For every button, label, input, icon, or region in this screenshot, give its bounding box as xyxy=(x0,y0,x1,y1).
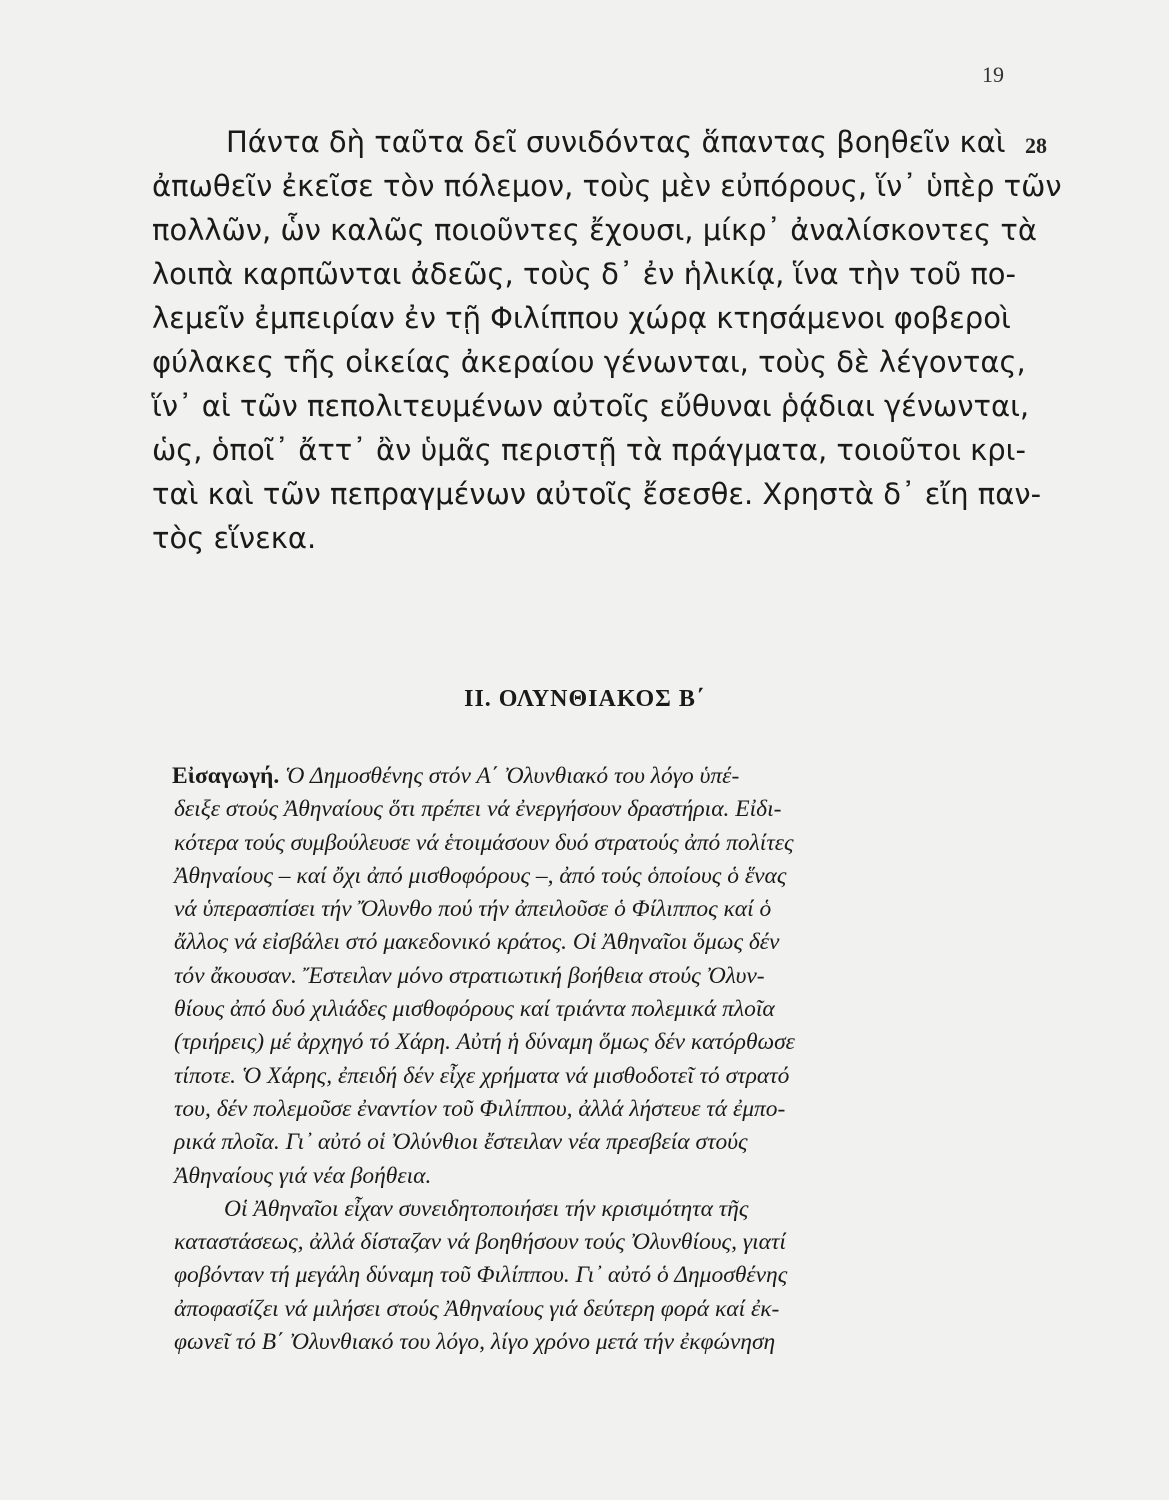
ancient-line: πολλῶν, ὧν καλῶς ποιοῦντες ἔχουσι, μίκρ᾽ ἀναλίσκοντες τὰ xyxy=(152,213,1037,247)
intro-line: ἄλλος νά εἰσβάλει στό μακεδονικό κράτος. Οἱ Ἀθηναῖοι ὅμως δέν xyxy=(174,929,780,956)
intro-line: νά ὑπερασπίσει τήν Ὄλυνθο πού τήν ἀπειλοῦσε ὁ Φίλιππος καί ὁ xyxy=(174,896,772,923)
intro-line: ρικά πλοῖα. Γι᾽ αὐτό οἱ Ὀλύνθιοι ἔστειλαν νέα πρεσβεία στούς xyxy=(174,1129,748,1156)
ancient-line: ὡς, ὁποῖ᾽ ἄττ᾽ ἂν ὑμᾶς περιστῇ τὰ πράγματα, τοιοῦτοι κρι- xyxy=(152,433,1026,467)
ancient-line: ἀπωθεῖν ἐκεῖσε τὸν πόλεμον, τοὺς μὲν εὐπόρους, ἵν᾽ ὑπὲρ τῶν xyxy=(152,169,1062,203)
ancient-line: φύλακες τῆς οἰκείας ἀκεραίου γένωνται, τοὺς δὲ λέγοντας, xyxy=(152,345,1026,379)
ancient-line: λοιπὰ καρπῶνται ἀδεῶς, τοὺς δ᾽ ἐν ἡλικίᾳ, ἵνα τὴν τοῦ πο- xyxy=(152,257,1017,291)
intro-line: τίποτε. Ὁ Χάρης, ἐπειδή δέν εἶχε χρήματα νά μισθοδοτεῖ τό στρατό xyxy=(174,1062,790,1089)
intro-first-line xyxy=(172,760,1020,793)
intro-line: θίους ἀπό δυό χιλιάδες μισθοφόρους καί τριάντα πολεμικά πλοῖα xyxy=(174,996,775,1023)
ancient-line: τὸς εἵνεκα. xyxy=(152,521,317,555)
intro-line: Ἀθηναίους γιά νέα βοήθεια. xyxy=(174,1162,432,1189)
page-number: 19 xyxy=(982,62,1004,87)
intro-label: Εἰσαγωγή. xyxy=(172,763,280,789)
intro-line: του, δέν πολεμοῦσε ἐναντίον τοῦ Φιλίππου, ἀλλά λήστευε τά ἐμπο- xyxy=(174,1095,786,1122)
intro-line: κότερα τούς συμβούλευσε νά ἑτοιμάσουν δυό στρατούς ἀπό πολίτες xyxy=(174,829,794,856)
section-heading: II. ΟΛΥΝΘΙΑΚΟΣ Β΄ xyxy=(464,686,705,712)
intro-text: Ὁ Δημοσθένης στόν Α΄ Ὀλυνθιακό του λόγο ὑπέ- xyxy=(279,763,740,789)
ancient-line: Πάντα δὴ ταῦτα δεῖ συνιδόντας ἅπαντας βοηθεῖν καὶ xyxy=(226,125,1006,159)
intro-line: φοβόνταν τή μεγάλη δύναμη τοῦ Φιλίππου. Γι᾽ αὐτό ὁ Δημοσθένης xyxy=(174,1262,788,1289)
ancient-line: λεμεῖν ἐμπειρίαν ἐν τῇ Φιλίππου χώρᾳ κτησάμενοι φοβεροὶ xyxy=(152,301,1011,335)
intro-line: φωνεῖ τό Β΄ Ὀλυνθιακό του λόγο, λίγο χρόνο μετά τήν ἐκφώνηση xyxy=(174,1329,776,1356)
intro-line: δειξε στούς Ἀθηναίους ὅτι πρέπει νά ἐνεργήσουν δραστήρια. Εἰδι- xyxy=(174,796,782,823)
margin-section-number: 28 xyxy=(1025,133,1047,158)
introduction xyxy=(172,760,1020,1359)
intro-line: ἀποφασίζει νά μιλήσει στούς Ἀθηναίους γιά δεύτερη φορά καί ἐκ- xyxy=(174,1295,780,1322)
ancient-line: ταὶ καὶ τῶν πεπραγμένων αὐτοῖς ἔσεσθε. Χρηστὰ δ᾽ εἴη παν- xyxy=(152,477,1042,511)
ancient-line: ἵν᾽ αἱ τῶν πεπολιτευμένων αὐτοῖς εὔθυναι ῥᾴδιαι γένωνται, xyxy=(152,389,1030,423)
intro-line: καταστάσεως, ἀλλά δίσταζαν νά βοηθήσουν τούς Ὀλυνθίους, γιατί xyxy=(174,1229,786,1256)
intro-line: Ἀθηναίους – καί ὄχι ἀπό μισθοφόρους –, ἀπό τούς ὁποίους ὁ ἕνας xyxy=(174,862,787,889)
intro-paragraph-2-first-line: Οἱ Ἀθηναῖοι εἶχαν συνειδητοποιήσει τήν κρισιμότητα τῆς xyxy=(224,1195,749,1222)
intro-line: τόν ἄκουσαν. Ἔστειλαν μόνο στρατιωτική βοήθεια στούς Ὀλυν- xyxy=(174,962,765,989)
intro-line: (τριήρεις) μέ ἀρχηγό τό Χάρη. Αὐτή ἡ δύναμη ὅμως δέν κατόρθωσε xyxy=(174,1029,795,1056)
